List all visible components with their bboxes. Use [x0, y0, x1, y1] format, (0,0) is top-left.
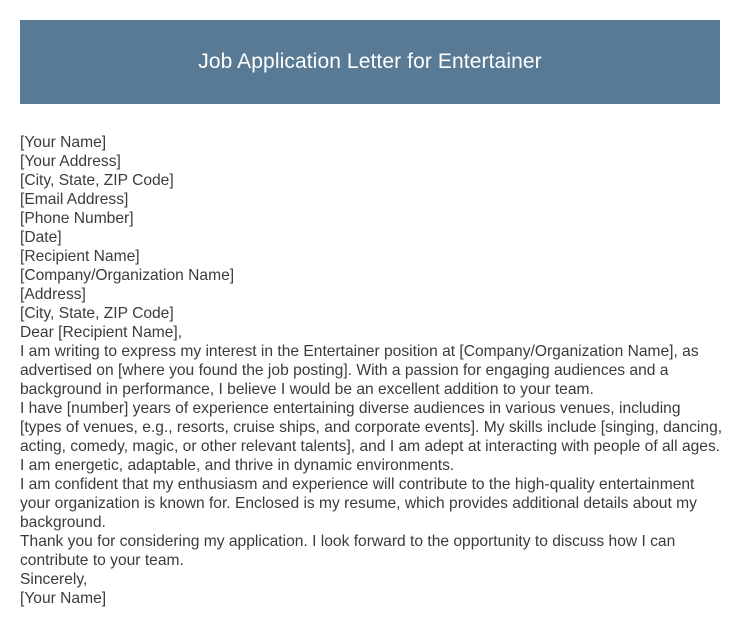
letter-body [20, 133, 724, 608]
page-title: Job Application Letter for Entertainer [198, 50, 542, 73]
recipient-name: [Recipient Name] [20, 248, 140, 265]
closing: Sincerely, [20, 571, 88, 588]
sender-email: [Email Address] [20, 191, 129, 208]
paragraph-thanks: Thank you for considering my application. I look forward to the opportunity to discuss how I can contribute to your team. [20, 533, 676, 569]
header-banner [20, 20, 720, 104]
sender-address: [Your Address] [20, 153, 121, 170]
recipient-company: [Company/Organization Name] [20, 267, 235, 284]
sender-city: [City, State, ZIP Code] [20, 172, 174, 189]
paragraph-intro: I am writing to express my interest in the Entertainer position at [Company/Organization Name], as advertised on [where you found the job posting]. With a passion for engaging audiences and a background in performance, I believe I would be an excellent addition to your team. [20, 343, 699, 398]
recipient-city: [City, State, ZIP Code] [20, 305, 174, 322]
paragraph-confidence: I am confident that my enthusiasm and experience will contribute to the high-quality entertainment your organization is known for. Enclosed is my resume, which provides additional details about my background. [20, 476, 697, 531]
sender-phone: [Phone Number] [20, 210, 134, 227]
letter-date: [Date] [20, 229, 62, 246]
paragraph-experience: I have [number] years of experience entertaining diverse audiences in various venues, including [types of venues, e.g., resorts, cruise ships, and corporate events]. My skills include [singing, dancing, acting, comedy, magic, or other relevant talents], and I am adept at interacting with people of all ages. I am energetic, adaptable, and thrive in dynamic environments. [20, 400, 723, 474]
salutation: Dear [Recipient Name], [20, 324, 183, 341]
sender-name: [Your Name] [20, 134, 107, 151]
recipient-address: [Address] [20, 286, 86, 303]
signature-name: [Your Name] [20, 590, 107, 607]
